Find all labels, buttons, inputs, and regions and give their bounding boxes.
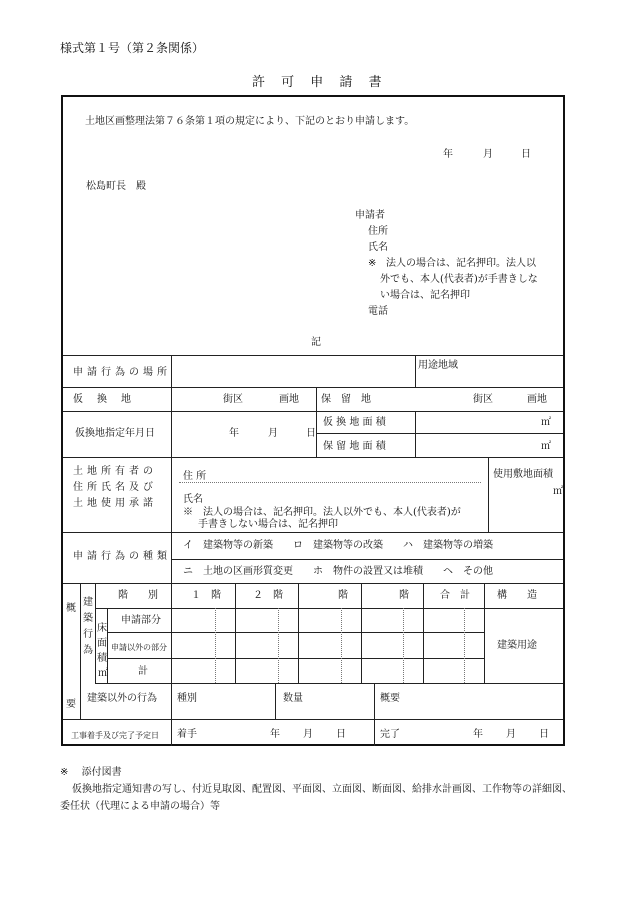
building-char-3: 行 — [83, 629, 93, 640]
schedule-end-year: 年 — [473, 729, 483, 740]
location-label: 申請行為の場所 — [73, 367, 171, 378]
applicant-note-1: 法人の場合は、記名押印。法人以 — [386, 258, 536, 269]
schedule-label: 工事着手及び完了予定日 — [71, 731, 159, 740]
floor-total: 合 計 — [440, 590, 470, 601]
applicant-note-mark: ※ — [368, 258, 377, 269]
kari-block: 街区 — [223, 394, 243, 405]
application-form-frame — [61, 95, 565, 746]
floor-nf-2: 階 — [399, 590, 409, 601]
owner-label-3: 土地使用承諾 — [73, 498, 157, 509]
non-building-type: 種別 — [177, 693, 197, 704]
site-area-label: 使用敷地面積 — [493, 469, 553, 480]
applicant-phone-label: 電話 — [368, 306, 388, 317]
floor-1f: １ 階 — [191, 590, 221, 601]
schedule-end-month: 月 — [506, 729, 516, 740]
attachments-mark: ※ — [60, 767, 69, 778]
date-month: 月 — [483, 149, 493, 160]
floor-header: 階 別 — [118, 590, 158, 601]
horyu-label: 保 留 地 — [321, 394, 371, 405]
attachments-section — [60, 764, 580, 815]
building-char-4: 為 — [83, 645, 93, 656]
owner-label-1: 土地所有者の — [73, 466, 157, 477]
applicant-label: 申請者 — [355, 210, 385, 221]
kari-label: 仮 換 地 — [73, 394, 133, 405]
other-part-label: 申請以外の部分 — [111, 643, 167, 652]
schedule-start: 着手 — [177, 729, 197, 740]
floor-sum-label: 計 — [138, 666, 148, 677]
attachments-body: 仮換地指定通知書の写し、付近見取図、配置図、平面図、立面図、断面図、給排水計画図、工作物等の詳細図、委任状（代理による申請の場合）等 — [60, 784, 572, 812]
outline-gai: 概 — [66, 603, 76, 614]
site-area-unit: ㎡ — [553, 486, 563, 497]
owner-label-2: 住所氏名及び — [73, 482, 157, 493]
applicant-address-label: 住所 — [368, 226, 388, 237]
location-input[interactable] — [175, 359, 411, 383]
owner-address-label: 住 所 — [183, 471, 207, 482]
building-char-1: 建 — [83, 597, 93, 608]
designation-label: 仮換地指定年月日 — [75, 428, 155, 439]
owner-name-label: 氏名 — [183, 494, 203, 505]
building-use-label: 建築用途 — [497, 640, 537, 651]
form-number: 様式第１号（第２条関係） — [60, 41, 205, 55]
non-building-qty: 数量 — [283, 693, 303, 704]
kinds-line-2: ニ 土地の区画形質変更 ホ 物件の設置又は堆積 ヘ その他 — [183, 566, 493, 577]
non-building-summary: 概要 — [380, 693, 400, 704]
structure-label: 構 造 — [497, 590, 537, 601]
form-title: 許 可 申 請 書 — [252, 75, 388, 90]
floor-char-1: 床 — [97, 623, 107, 634]
floor-char-2: 面 — [97, 638, 107, 649]
owner-note-2: 手書きしない場合は、記名押印 — [198, 519, 338, 530]
schedule-start-month: 月 — [303, 729, 313, 740]
attachments-heading-line — [60, 764, 580, 781]
floor-nf-1: 階 — [338, 590, 348, 601]
kinds-line-1: イ 建築物等の新築 ロ 建築物等の改築 ハ 建築物等の増築 — [183, 540, 493, 551]
schedule-end: 完了 — [380, 729, 400, 740]
date-day: 日 — [521, 149, 531, 160]
non-building-label: 建築以外の行為 — [87, 693, 157, 704]
designation-month: 月 — [268, 428, 278, 439]
schedule-start-year: 年 — [270, 729, 280, 740]
building-char-2: 築 — [83, 613, 93, 624]
applicant-note-2: 外でも、本人(代表者)が手書きしな — [380, 274, 538, 285]
designation-day: 日 — [306, 428, 316, 439]
zone-label: 用途地域 — [418, 360, 458, 371]
addressee: 松島町長 殿 — [86, 181, 146, 192]
attachments-heading: 添付図書 — [81, 767, 122, 778]
floor-char-3: 積 — [97, 653, 107, 664]
applicant-note-3: い場合は、記名押印 — [380, 290, 470, 301]
applied-part-label: 申請部分 — [121, 615, 161, 626]
horyu-area-unit: ㎡ — [541, 441, 551, 452]
date-year: 年 — [443, 149, 453, 160]
intro-text: 土地区画整理法第７６条第１項の規定により、下記のとおり申請します。 — [85, 116, 415, 127]
horyu-lot: 画地 — [527, 394, 547, 405]
kari-area-label: 仮 換 地 面 積 — [323, 417, 386, 428]
kari-lot: 画地 — [279, 394, 299, 405]
designation-year: 年 — [229, 428, 239, 439]
owner-note-1: ※ 法人の場合は、記名押印。法人以外でも、本人(代表者)が — [183, 507, 461, 518]
schedule-end-day: 日 — [539, 729, 549, 740]
applicant-name-label: 氏名 — [368, 242, 388, 253]
floor-char-4: ㎡ — [98, 668, 108, 679]
outline-you: 要 — [66, 699, 76, 710]
kari-area-unit: ㎡ — [541, 417, 551, 428]
kinds-label: 申請行為の種類 — [73, 551, 171, 562]
schedule-start-day: 日 — [336, 729, 346, 740]
ki-marker: 記 — [311, 337, 321, 348]
floor-2f: ２ 階 — [253, 590, 283, 601]
horyu-area-label: 保 留 地 面 積 — [323, 441, 386, 452]
horyu-block: 街区 — [473, 394, 493, 405]
